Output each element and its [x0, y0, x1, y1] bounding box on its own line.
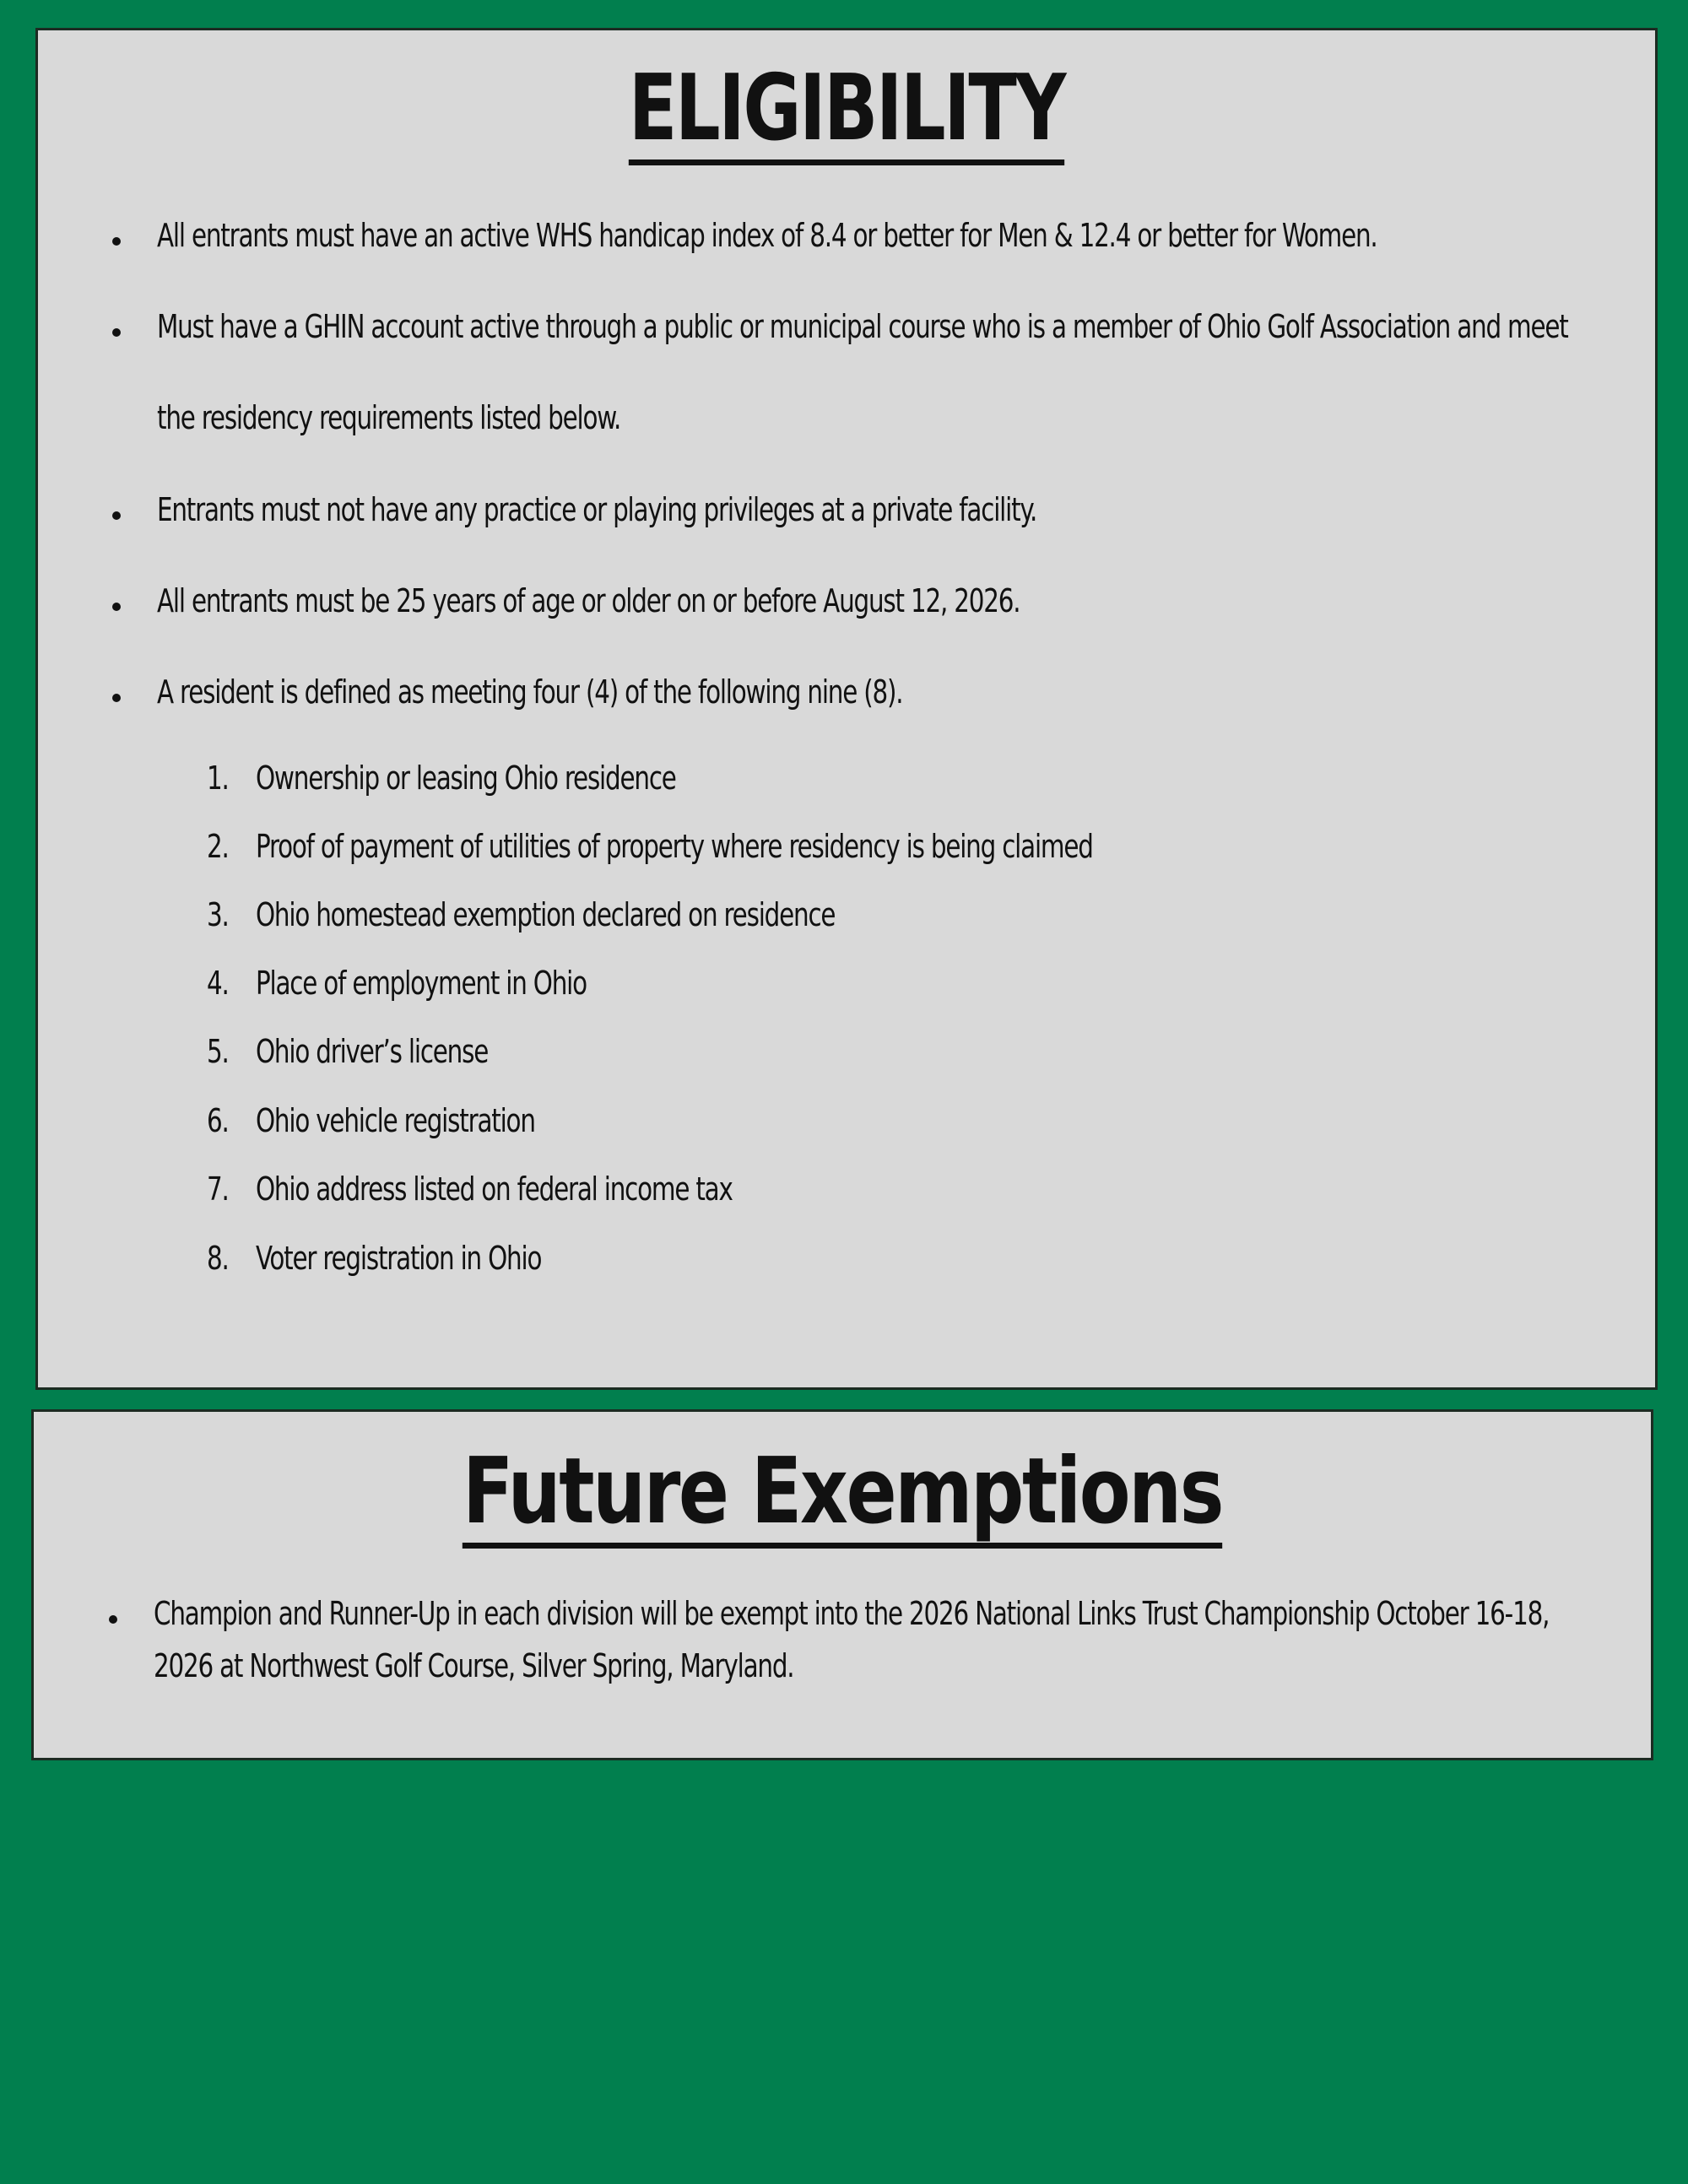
list-item-text: Ohio vehicle registration: [256, 1102, 535, 1139]
eligibility-title: [216, 56, 1477, 165]
bullet-text: A resident is defined as meeting four (4) of the following nine (8).: [157, 673, 903, 711]
list-item-number: 2.: [207, 828, 229, 865]
list-item-text: Ownership or leasing Ohio residence: [256, 760, 676, 797]
list-item-text: Ohio driver’s license: [256, 1033, 489, 1070]
list-item-text: Voter registration in Ohio: [256, 1240, 542, 1277]
bullet-text: All entrants must have an active WHS handicap index of 8.4 or better for Men & 12.4 or better for Women.: [157, 217, 1377, 254]
list-item-text: Place of employment in Ohio: [256, 965, 587, 1002]
bullet-icon: [109, 1615, 117, 1624]
exemptions-title-text: Future Exemptions: [463, 1446, 1222, 1549]
bullet-icon: [112, 328, 121, 337]
list-item-number: 7.: [207, 1170, 229, 1208]
exemptions-panel: [31, 1409, 1653, 1760]
list-item-number: 3.: [207, 896, 229, 933]
list-item-number: 5.: [207, 1033, 229, 1070]
bullet-text: Champion and Runner-Up in each division will be exempt into the 2026 National Links Trust Championship October 16-18,: [154, 1595, 1550, 1632]
list-item-number: 1.: [207, 760, 229, 797]
list-item-number: 6.: [207, 1102, 229, 1139]
bullet-text-continued: 2026 at Northwest Golf Course, Silver Spring, Maryland.: [154, 1647, 794, 1684]
bullet-icon: [112, 603, 121, 611]
list-item-text: Proof of payment of utilities of property where residency is being claimed: [256, 828, 1093, 865]
eligibility-panel: [35, 28, 1658, 1390]
list-item-number: 4.: [207, 965, 229, 1002]
bullet-icon: [112, 694, 121, 702]
eligibility-title-text: ELIGIBILITY: [629, 63, 1064, 165]
exemptions-title: [179, 1439, 1505, 1549]
bullet-text: the residency requirements listed below.: [157, 399, 621, 436]
bullet-text: Must have a GHIN account active through a public or municipal course who is a member of Ohio Golf Association and meet: [157, 308, 1568, 345]
bullet-icon: [112, 237, 121, 246]
bullet-icon: [112, 511, 121, 520]
list-item-number: 8.: [207, 1240, 229, 1277]
bullet-text: Entrants must not have any practice or playing privileges at a private facility.: [157, 491, 1037, 528]
list-item-text: Ohio homestead exemption declared on residence: [256, 896, 836, 933]
bullet-text: All entrants must be 25 years of age or older on or before August 12, 2026.: [157, 582, 1020, 619]
list-item-text: Ohio address listed on federal income tax: [256, 1170, 733, 1208]
